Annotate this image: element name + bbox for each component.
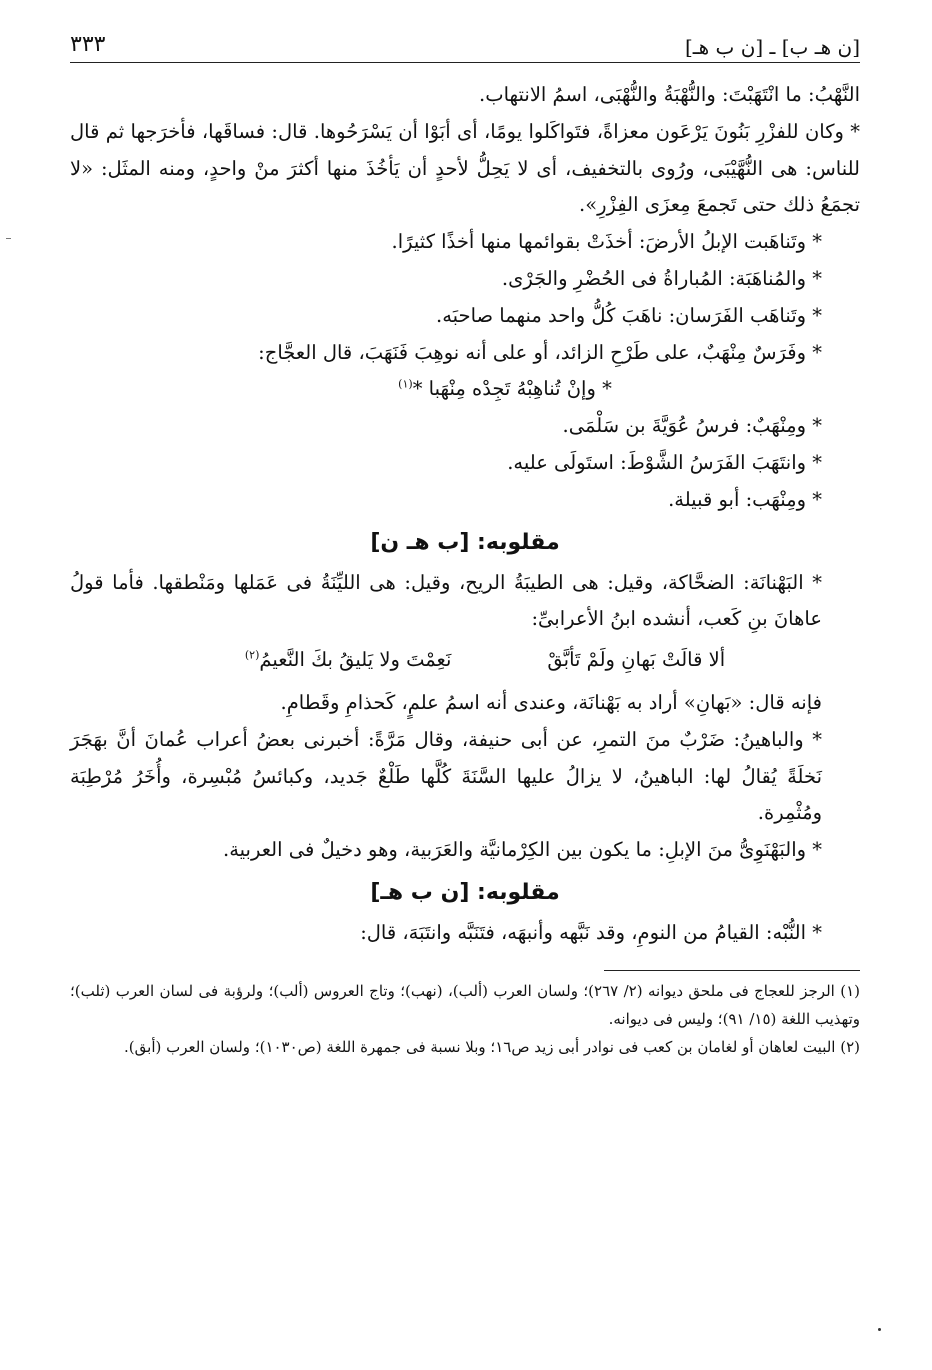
page-number: ٣٣٣	[70, 32, 106, 57]
footnotes	[70, 977, 860, 1061]
entry-bahnana: * البَهْنانَة: الضحَّاكة، وقيل: هى الطيبَةُ الريح، وقيل: هى الليِّنَةُ فى عَمَلها ومَنْطقها. فأما قولُ عاهانَ بنِ كَعب، أنشده ابنُ الأعرابىِّ:	[70, 570, 822, 631]
entry-intahab-shawt: * وانتَهَبَ الفَرَسُ الشَّوْطَ: استَولَى عليه.	[507, 450, 822, 474]
section-heading-bhn: مقلوبه: [ب هـ ن]	[370, 529, 560, 555]
footnote-ref-2: (٢)	[244, 648, 260, 662]
footnote-2: (٢) البيت لعاهان أو لغامان بن كعب فى نوادر أبى زيد ص١٦؛ وبلا نسبة فى جمهرة اللغة (ص١٠٣٠)؛ ولسان العرب (أبق).	[124, 1037, 860, 1056]
dictionary-page	[70, 28, 860, 1358]
entry-bahnawi: * والبَهْنَوِىُّ منَ الإبلِ: ما يكون بين الكِرْمانيَّة والعَرَبية، وهو دخيلٌ فى العربية.	[223, 838, 822, 862]
header-rule	[70, 62, 860, 63]
poem-verse	[70, 642, 860, 679]
entry-munahaba: * والمُناهَبَة: المُباراةُ فى الحُضْرِ والجَرْى.	[501, 266, 822, 290]
footnote-rule	[604, 970, 860, 971]
entry-faras-minhab: * وفَرَسٌ مِنْهَبٌ، على طَرْحِ الزائد، أو على أنه نوهِبَ فَنَهَبَ، قال العجَّاج:	[258, 340, 822, 364]
page-header	[70, 28, 860, 62]
footnote-1: (١) الرجز للعجاج فى ملحق ديوانه (٢/ ٢٦٧)؛ ولسان العرب (ألب)، (نهب)؛ وتاج العروس (ألب)؛ ولرؤبة فى لسان العرب (ثلب)؛ وتهذيب اللغة (١٥/ ٩١)؛ وليس فى ديوانه.	[70, 981, 861, 1028]
entry-minhab-tribe: * ومِنْهَب: أبو قبيلة.	[668, 487, 822, 511]
poem-first-hemistich: ألا قالَتْ بَهانِ ولَمْ تَأبَّقْ	[547, 648, 726, 672]
entry-minhab-horse: * ومِنْهَبٌ: فرسُ عُوَيَّةَ بن سَلْمَى.	[562, 414, 822, 438]
running-head: [ن هـ ب] ـ [ن ب هـ]	[684, 35, 860, 59]
entry-tanahabat: * وتَناهَبت الإبلُ الأرضَ: أخذَتْ بقوائمها منها أخذًا كثيرًا.	[391, 230, 822, 254]
poem-second-hemistich: نَعِمْتَ ولا يَليقُ بكَ النَّعيمُ$^{(٢)}$	[244, 648, 452, 672]
body-text	[70, 77, 860, 952]
entry-bahin: * والباهينُ: ضَرْبٌ منَ التمرِ، عن أبى حنيفة، وقال مَرَّةً: أخبرنى بعضُ أعراب عُمانَ أنَّ بهَجَرَ نَخلَةً يُقالُ لها: الباهينُ، لا يزالُ عليها السَّنَةَ كُلَّها طَلْعٌ جَديد، وكبائسُ مُبْسِرة، وأُخَرُ مُرْطِبَة ومُثْمِرة.	[70, 727, 822, 825]
entry-tanahab-farasan: * وتَناهَب الفَرَسان: ناهَبَ كُلُّ واحد منهما صاحبَه.	[436, 303, 822, 327]
verse-ajjaj	[70, 371, 860, 408]
entry-nubh: * النُّبْه: القيامُ من النومِ، وقد نَبَّهه وأنبهَه، فتَنَبَّه وانتَبَهَ، قال:	[360, 920, 822, 944]
margin-mark	[6, 238, 11, 239]
section-heading-nbh: مقلوبه: [ن ب هـ]	[370, 879, 560, 905]
entry-fizr-story: * وكان للفزْرِ بَنُونَ يَرْعَون معزاةً، فتَواكَلوا يومًا، أى أبَوْا أن يَسْرَحُوها. قال: فساقَها، فأخرَجها ثم قال للناس: هى النُّهَّيْبَى، ورُوى بالتخفيف، أى لا يَحِلُّ لأحدٍ أن يَأخُذَ منها أكثرَ منْ واحدٍ، ومنه المثَل: «لا تجمَعُ ذلك حتى تَجمعَ مِعزَى الفِزْرِ».	[70, 119, 860, 217]
entry-nahb-definition: النَّهْبُ: ما انْتَهَبْتَ: والنُّهْبَةُ والنُّهْبَى، اسمُ الانتهاب.	[479, 83, 860, 106]
verse-text: * وإنْ تُناهِبْهُ تَجِدْه مِنْهَبا *	[412, 377, 612, 401]
footnote-ref-1: (١)	[398, 377, 413, 391]
entry-bahan-explanation: فإنه قال: «بَهانِ» أراد به بَهْنانَة، وعندى أنه اسمُ علمٍ، كَحذامِ وقَطامِ.	[280, 690, 822, 714]
scan-dot	[878, 1328, 881, 1331]
